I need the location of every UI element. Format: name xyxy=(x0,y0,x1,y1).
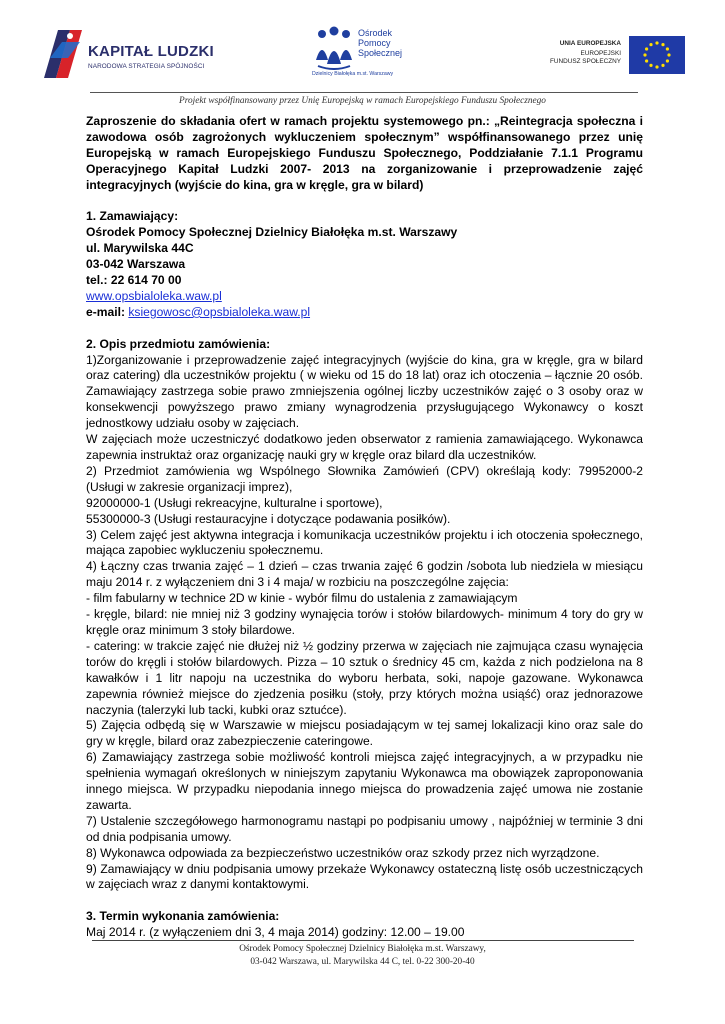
ops-logo-subtitle: Dzielnicy Białołęka m.st. Warszawy xyxy=(312,71,394,77)
section2-item1: 1)Zorganizowanie i przeprowadzenie zajęć integracyjnych (wyjście do kina, gra w kręgle, gra w bilard oraz catering) dla uczestników projektu ( w wieku od 15 do 18 lat) oraz ich otoczenia – łącznie 20 osób. Zamawiający zastrzega sobie prawo zmniejszenia ogólnej liczby uczestników zajęć o 3 osoby oraz w konsekwencji powyższego prawo zmiany wynagrodzenia przysługującego Wykonawcy o koszt jednostkowy udziału osoby w zajęciach. xyxy=(86,352,643,431)
section2-item4c: - catering: w trakcie zajęć nie dłużej niż ½ godziny przerwa w zajęciach nie zajmująca czasu wynajęcia torów do kręgli i stołów bilardowych. Pizza – 10 sztuk o średnicy 45 cm, każda z nich podzielona na 8 kawałków i 1 litr napoju na uczestnika do wyboru herbata, soki, napoje gazowane. Wykonawca zapewnia również miejsce do zjedzenia posiłku (stoły, przy których można usiąść) oraz jednorazowe naczynia (talerzyki lub tacki, kubki oraz sztućce). xyxy=(86,638,643,717)
section2-item4a: - film fabularny w technice 2D w kinie - wybór filmu do ustalenia z zamawiającym xyxy=(86,591,518,606)
email-link[interactable]: ksiegowosc@opsbialoleka.waw.pl xyxy=(128,304,311,319)
kapital-ludzki-title: KAPITAŁ LUDZKI xyxy=(88,43,214,60)
ops-logo xyxy=(312,26,422,84)
cpv-code-2: 92000000-1 (Usługi rekreacyjne, kulturalne i sportowe), xyxy=(86,495,383,510)
section2-item6: 6) Zamawiający zastrzega sobie możliwość kontroli miejsca zajęć integracyjnych, a w przypadku nie spełnienia wymagań określonych w niniejszym zapytaniu Wykonawca ma obowiązek zaproponowania innego miejsca. W przypadku niepodania innego miejsca do prowadzenia zajęć umowa nie zostanie zawarta. xyxy=(86,750,643,812)
orderer-name: Ośrodek Pomocy Społecznej Dzielnicy Białołęka m.st. Warszawy xyxy=(86,225,458,240)
footer xyxy=(0,943,725,968)
section2-item1b: W zajęciach może uczestniczyć dodatkowo jeden obserwator z ramienia zamawiającego. Wykonawca zapewnia instruktaż oraz organizację nauki gry w kręgle oraz bilard dla uczestników. xyxy=(86,432,643,462)
kapital-ludzki-logo xyxy=(40,28,220,80)
section2-item7: 7) Ustalenie szczegółowego harmonogramu nastąpi po podpisaniu umowy , najpóźniej w terminie 3 dni od dnia podpisania umowy. xyxy=(86,813,643,844)
footer-line2: 03-042 Warszawa, ul. Marywilska 44 C, tel. 0-22 300-20-40 xyxy=(250,956,475,967)
website-link[interactable]: www.opsbialoleka.waw.pl xyxy=(86,288,222,303)
section3-text: Maj 2014 r. (z wyłączeniem dni 3, 4 maja 2014) godziny: 12.00 – 19.00 xyxy=(86,925,465,940)
ops-logo-line2: Pomocy xyxy=(358,38,391,48)
footer-divider xyxy=(92,940,634,941)
eu-logo-line1: UNIA EUROPEJSKA xyxy=(559,40,621,47)
people-group-icon xyxy=(312,26,356,70)
document-body xyxy=(86,114,643,941)
section2-item2: 2) Przedmiot zamówienia wg Wspólnego Słownika Zamówień (CPV) określają kody: 79952000-2 (Usługi w zakresie organizacji imprez), xyxy=(86,463,643,494)
cpv-code-3: 55300000-3 (Usługi restauracyjne i dotyczące podawania posiłków). xyxy=(86,511,451,526)
footer-line1: Ośrodek Pomocy Społecznej Dzielnicy Białołęka m.st. Warszawy, xyxy=(239,944,486,954)
header-logos xyxy=(40,22,685,86)
project-tagline: Projekt współfinansowany przez Unię Europejską w ramach Europejskiego Funduszu Społecznego xyxy=(179,96,546,106)
kapital-ludzki-emblem-icon xyxy=(40,28,86,80)
section2-item9: 9) Zamawiający w dniu podpisania umowy przekaże Wykonawcy ostateczną listę osób uczestniczących w zajęciach wraz z danymi kontaktowymi. xyxy=(86,861,643,892)
kapital-ludzki-subtitle: NARODOWA STRATEGIA SPÓJNOŚCI xyxy=(88,63,205,70)
email-label: e-mail: xyxy=(86,304,129,319)
eu-logo-line3: FUNDUSZ SPOŁECZNY xyxy=(549,58,621,65)
orderer-street: ul. Marywilska 44C xyxy=(86,241,194,256)
section2-item4: 4) Łączny czas trwania zajęć – 1 dzień – czas trwania zajęć 6 godzin /sobota lub niedziela w miesiącu maju 2014 r. z wyłączeniem dni 3 i 4 maja/ w rozbiciu na poszczególne zajęcia: xyxy=(86,559,643,590)
eu-logo-line2: EUROPEJSKI xyxy=(580,50,621,57)
ops-logo-line3: Społecznej xyxy=(358,48,403,58)
section3-heading: 3. Termin wykonania zamówienia: xyxy=(86,909,280,924)
section1-heading: 1. Zamawiający: xyxy=(86,209,179,224)
eu-logo xyxy=(545,36,685,76)
document-title: Zaproszenie do składania ofert w ramach projektu systemowego pn.: „Reintegracja społeczna i zawodowa osób zagrożonych wykluczeniem społecznym” współfinansowanego przez unię Europejską w ramach Europejskiego Funduszu Społecznego, Poddziałanie 7.1.1 Programu Operacyjnego Kapitał Ludzki 2007- 2013 na zorganizowanie i przeprowadzenie zajęć integracyjnych (wyjście do kina, gra w kręgle, gra w bilard) xyxy=(86,114,643,192)
orderer-city: 03-042 Warszawa xyxy=(86,257,186,272)
section2-item5: 5) Zajęcia odbędą się w Warszawie w miejscu posiadającym w tej samej lokalizacji kino oraz sale do gry w kręgle, bilard oraz zabezpieczenie cateringowe. xyxy=(86,718,643,749)
orderer-phone: tel.: 22 614 70 00 xyxy=(86,273,182,288)
eu-flag-icon xyxy=(629,36,685,74)
section2-item8: 8) Wykonawca odpowiada za bezpieczeństwo uczestników oraz szkody przez nich wyrządzone. xyxy=(86,845,600,860)
header-divider xyxy=(90,92,638,93)
section2-item4b: - kręgle, bilard: nie mniej niż 3 godziny wynajęcia torów i stołów bilardowych- minimum 4 tory do gry w kręgle oraz minimum 3 stoły bilardowe. xyxy=(86,607,643,637)
section2-item3: 3) Celem zajęć jest aktywna integracja i komunikacja uczestników projektu i ich otoczenia społecznego, mająca zapobiec wykluczeniu społecznemu. xyxy=(86,527,643,558)
section2-heading: 2. Opis przedmiotu zamówienia: xyxy=(86,336,271,351)
ops-logo-line1: Ośrodek xyxy=(358,28,393,38)
